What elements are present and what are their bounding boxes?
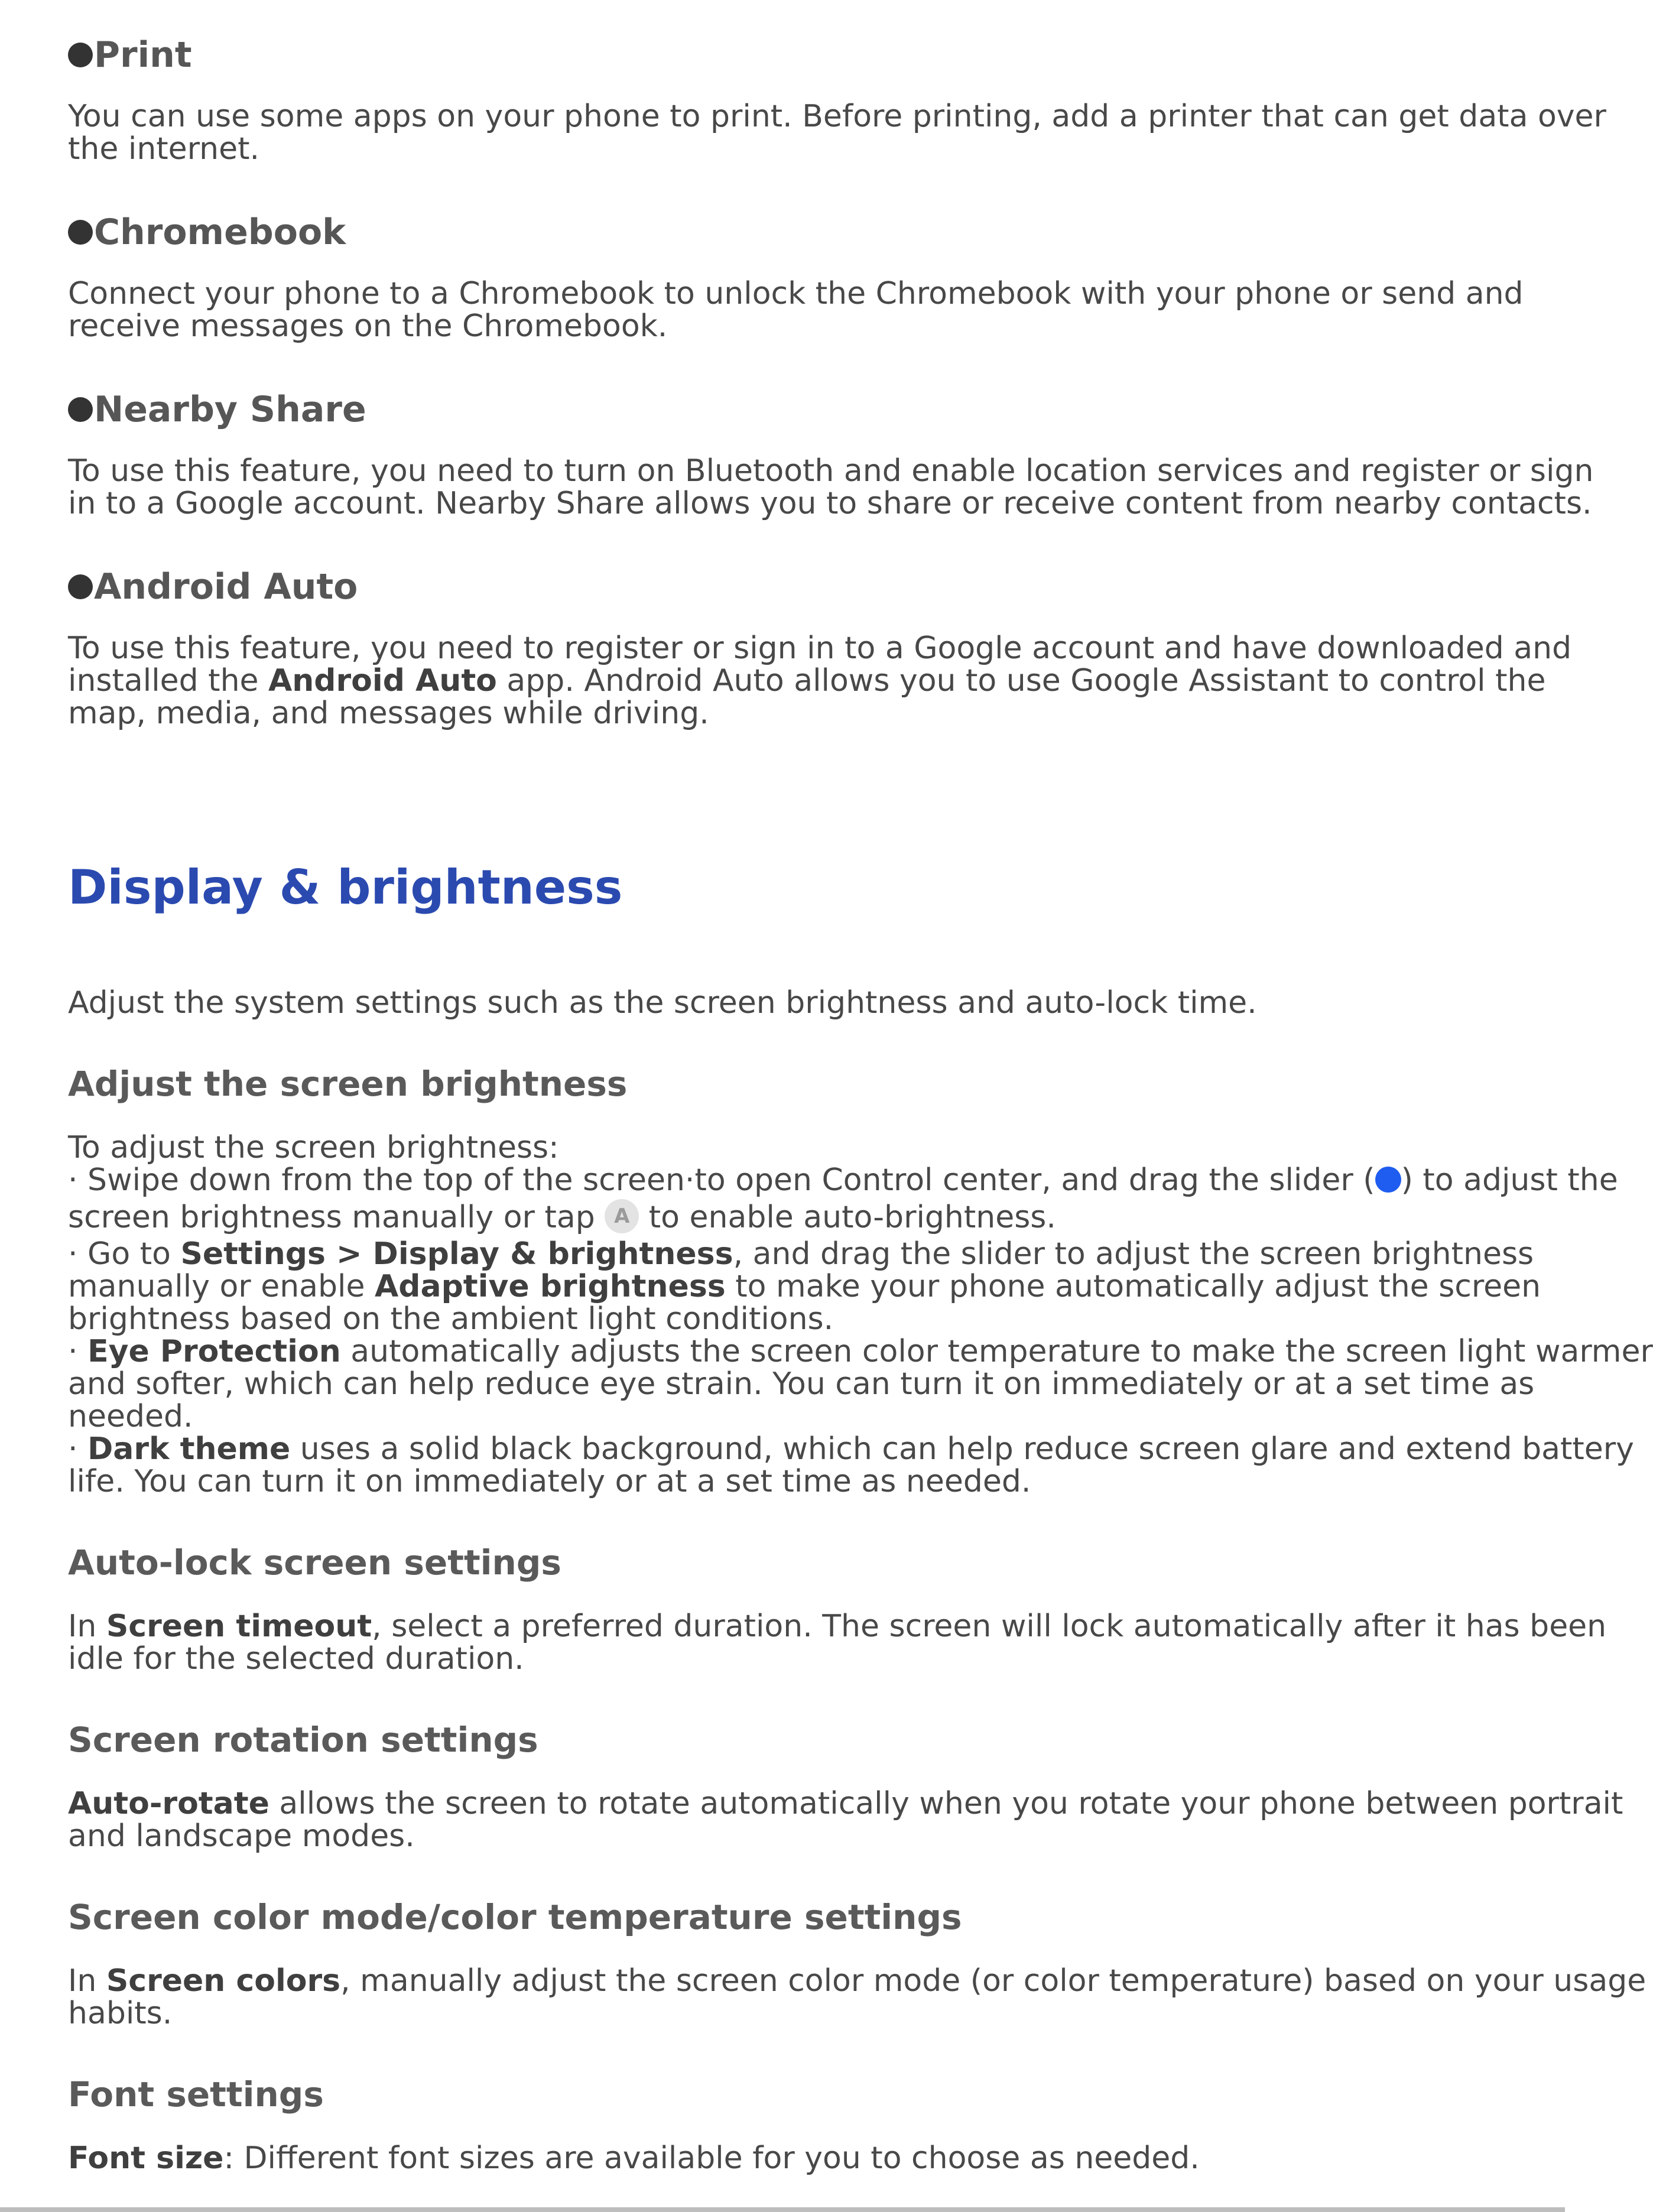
bullet-dot-icon xyxy=(68,220,93,245)
section-title-display-brightness: Display & brightness xyxy=(68,860,623,915)
font-heading: Font settings xyxy=(68,2074,324,2114)
display-intro: Adjust the system settings such as the screen brightness and auto-lock time. xyxy=(68,985,1257,1021)
bullet-dot-icon xyxy=(68,397,93,422)
android-auto-heading: Android Auto xyxy=(68,566,1498,608)
android-auto-paragraph: To use this feature, you need to register or sign in to a Google account and have downloaded and installed the Android Auto app. Android Auto allows you to use Google Assistant to control the map, media, and messages while driving. xyxy=(68,631,1572,731)
auto-brightness-icon: A xyxy=(605,1199,639,1233)
print-paragraph: You can use some apps on your phone to print. Before printing, add a printer that can get data over the internet. xyxy=(68,99,1606,167)
brightness-heading: Adjust the screen brightness xyxy=(68,1064,628,1104)
brightness-slider-icon xyxy=(1375,1167,1401,1193)
colormode-paragraph: In Screen colors, manually adjust the screen color mode (or color temperature) based on your usage habits. xyxy=(68,1963,1646,2031)
font-paragraph: Font size: Different font sizes are available for you to choose as needed. xyxy=(68,2140,1200,2176)
page-bottom-divider xyxy=(0,2207,1565,2212)
nearby-share-heading: Nearby Share xyxy=(68,389,1498,430)
rotation-paragraph: Auto-rotate allows the screen to rotate automatically when you rotate your phone between portrait and landscape modes. xyxy=(68,1786,1623,1854)
print-heading: Print xyxy=(68,34,1498,76)
colormode-heading: Screen color mode/color temperature settings xyxy=(68,1897,962,1937)
brightness-paragraph: To adjust the screen brightness: · Swipe down from the top of the screen·to open Control center, and drag the slider ( ) to adjust the screen brightness manually or tap A to enable auto-brightness. · Go to Settings > Display & brightness, and drag the slider to adjust the screen brightness manually or enable Adaptive brightness to make your phone automatically adjust the screen brightness based on the ambient light conditions. · Eye Protection automatically adjusts the screen color temperature to make the screen light warmer and softer, which can help reduce eye strain. You can turn it on immediately or at a set time as needed. · Dark theme uses a solid black background, which can help reduce screen glare and extend battery life. You can turn it on immediately or at a set time as needed. xyxy=(68,1130,1653,1499)
chromebook-paragraph: Connect your phone to a Chromebook to unlock the Chromebook with your phone or send and receive messages on the Chromebook. xyxy=(68,276,1524,344)
bullet-dot-icon xyxy=(68,43,93,67)
autolock-paragraph: In Screen timeout, select a preferred duration. The screen will lock automatically after it has been idle for the selected duration. xyxy=(68,1609,1607,1677)
bullet-dot-icon xyxy=(68,574,93,599)
rotation-heading: Screen rotation settings xyxy=(68,1720,538,1760)
nearby-share-paragraph: To use this feature, you need to turn on Bluetooth and enable location services and register or sign in to a Google account. Nearby Share allows you to share or receive content from nearby contacts. xyxy=(68,453,1594,521)
chromebook-heading: Chromebook xyxy=(68,212,1498,253)
autolock-heading: Auto-lock screen settings xyxy=(68,1542,561,1583)
